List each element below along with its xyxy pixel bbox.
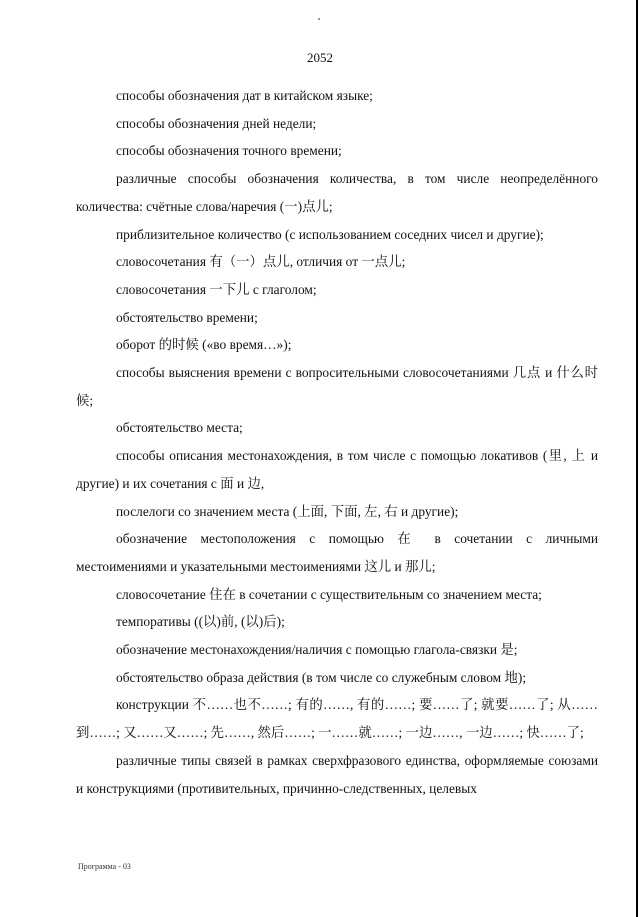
paragraph: обстоятельство образа действия (в том числе со служебным словом 地); <box>116 669 527 685</box>
paragraph: способы обозначения дней недели; <box>116 115 317 131</box>
paragraph: способы обозначения точного времени; <box>116 143 342 159</box>
scan-speck <box>318 18 320 20</box>
paragraph: различные способы обозначения количества, в том числе неопределённого количества: счётные слова/наречия (一)点儿; <box>76 171 598 214</box>
page-body <box>76 82 598 802</box>
paragraph: темпоративы ((以)前, (以)后); <box>116 614 285 630</box>
paragraph: послелоги со значением места (上面, 下面, 左, 右 и другие); <box>116 503 459 519</box>
paragraph: различные типы связей в рамках сверхфразового единства, оформляемые союзами и конструкциями (противительных, причинно-следственных, целевых <box>76 752 598 796</box>
paragraph: обстоятельство места; <box>116 420 243 436</box>
paragraph: обстоятельство времени; <box>116 309 258 325</box>
paragraph: способы описания местонахождения, в том числе с помощью локативов (里, 上 и другие) и их сочетания с 面 и 边, <box>76 448 598 491</box>
paragraph: оборот 的时候 («во время…»); <box>116 337 292 353</box>
paragraph: словосочетания 有（一）点儿, отличия от 一点儿; <box>116 254 406 270</box>
paragraph: словосочетания 一下儿 с глаголом; <box>116 281 317 297</box>
paragraph: способы выяснения времени с вопросительными словосочетаниями 几点 и 什么时候; <box>76 365 598 408</box>
paragraph: обозначение местонахождения/наличия с помощью глагола-связки 是; <box>116 642 518 658</box>
paragraph: обозначение местоположения с помощью 在 в сочетании с личными местоимениями и указательными местоимениями 这儿 и 那儿; <box>76 531 598 574</box>
page-number: 2052 <box>307 50 333 65</box>
paragraph: приблизительное количество (с использованием соседних чисел и другие); <box>116 226 544 242</box>
scan-edge-line <box>636 0 638 917</box>
paragraph: конструкции 不……也不……; 有的……, 有的……; 要……了; 就要……了; 从……到……; 又……又……; 先……, 然后……; 一……就……; 一边……, 一边……; 快……了; <box>76 697 598 741</box>
paragraph: словосочетание 住在 в сочетании с существительным со значением места; <box>116 586 542 602</box>
paragraph: способы обозначения дат в китайском языке; <box>116 88 373 103</box>
footer-label: Программа - 03 <box>78 862 131 871</box>
